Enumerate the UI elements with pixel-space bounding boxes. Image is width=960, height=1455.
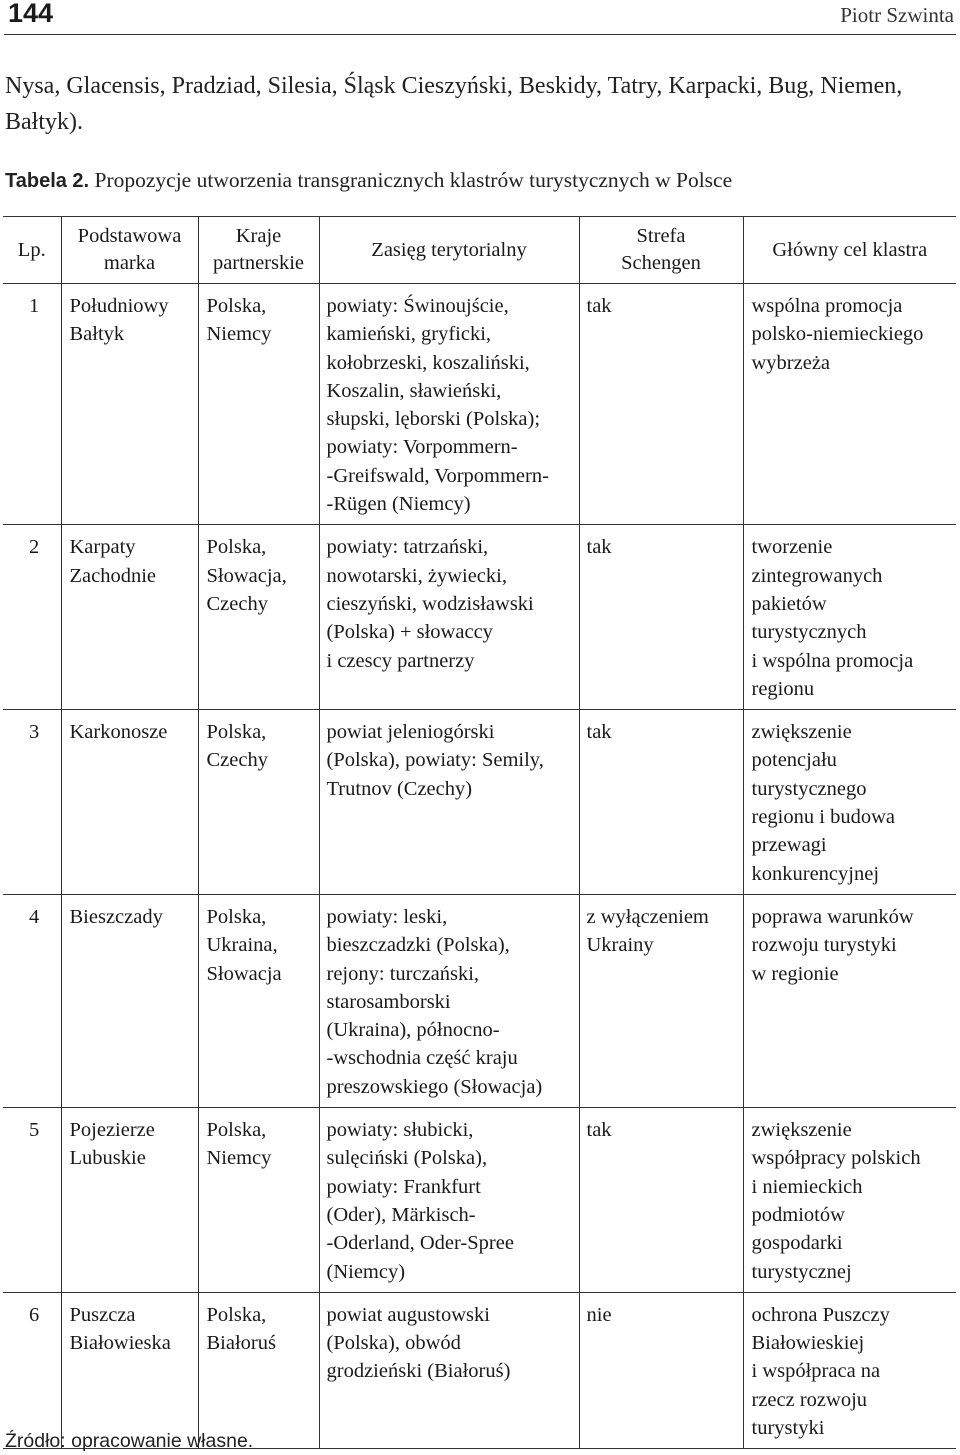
cluster-table (3, 216, 956, 1449)
table-row (3, 1292, 956, 1448)
cell-zasieg: powiaty: leski, bieszczadzki (Polska), rejony: turczański, starosamborski (Ukraina), północno- -wschodnia część kraju preszowskiego (Słowacja) (319, 894, 579, 1107)
cell-marka: Pojezierze Lubuskie (61, 1108, 198, 1293)
cell-marka: Bieszczady (61, 894, 198, 1107)
cell-lp: 6 (3, 1292, 61, 1448)
cell-marka: Południowy Bałtyk (61, 284, 198, 525)
page-number: 144 (8, 0, 54, 28)
cell-lp: 3 (3, 710, 61, 895)
cell-kraje: Polska, Niemcy (198, 1108, 319, 1293)
cell-cel: ochrona Puszczy Białowieskiej i współpraca na rzecz rozwoju turystyki (743, 1292, 956, 1448)
cell-kraje: Polska, Czechy (198, 710, 319, 895)
header-zasieg: Zasięg terytorialny (319, 217, 579, 284)
cell-zasieg: powiaty: Świnoujście, kamieński, gryficki, kołobrzeski, koszaliński, Koszalin, sławieński, słupski, lęborski (Polska); powiaty: Vorpommern- -Greifswald, Vorpommern- -Rügen (Niemcy) (319, 284, 579, 525)
cell-kraje: Polska, Niemcy (198, 284, 319, 525)
cell-zasieg: powiaty: tatrzański, nowotarski, żywiecki, cieszyński, wodzisławski (Polska) + słowaccy i czescy partnerzy (319, 525, 579, 710)
cell-strefa: z wyłączeniem Ukrainy (579, 894, 743, 1107)
cell-strefa: tak (579, 284, 743, 525)
cell-zasieg: powiat augustowski (Polska), obwód grodzieński (Białoruś) (319, 1292, 579, 1448)
cell-lp: 5 (3, 1108, 61, 1293)
intro-paragraph: Nysa, Glacensis, Pradziad, Silesia, Śląsk Cieszyński, Beskidy, Tatry, Karpacki, Bug, Niemen, Bałtyk). (5, 73, 903, 135)
cell-kraje: Polska, Ukraina, Słowacja (198, 894, 319, 1107)
page-header (4, 0, 956, 35)
cell-strefa: nie (579, 1292, 743, 1448)
cell-strefa: tak (579, 710, 743, 895)
source-note: Źródło: opracowanie własne. (5, 1430, 254, 1452)
cell-lp: 1 (3, 284, 61, 525)
header-lp: Lp. (3, 217, 61, 284)
header-strefa: Strefa Schengen (579, 217, 743, 284)
table-row (3, 1108, 956, 1293)
cell-marka: Puszcza Białowieska (61, 1292, 198, 1448)
table-row (3, 525, 956, 710)
cell-zasieg: powiat jeleniogórski (Polska), powiaty: Semily, Trutnov (Czechy) (319, 710, 579, 895)
table-caption-text: Propozycje utworzenia transgranicznych klastrów turystycznych w Polsce (94, 168, 733, 192)
header-cel: Główny cel klastra (743, 217, 956, 284)
cell-strefa: tak (579, 1108, 743, 1293)
table-caption (5, 168, 732, 193)
table-row (3, 894, 956, 1107)
cell-cel: tworzenie zintegrowanych pakietów turystycznych i wspólna promocja regionu (743, 525, 956, 710)
cell-lp: 4 (3, 894, 61, 1107)
table-header-row (3, 217, 956, 284)
cell-marka: Karpaty Zachodnie (61, 525, 198, 710)
cell-kraje: Polska, Słowacja, Czechy (198, 525, 319, 710)
header-kraje: Kraje partnerskie (198, 217, 319, 284)
table-caption-label: Tabela 2. (5, 170, 90, 192)
table-row (3, 284, 956, 525)
cell-cel: poprawa warunków rozwoju turystyki w regionie (743, 894, 956, 1107)
cell-cel: wspólna promocja polsko-niemieckiego wybrzeża (743, 284, 956, 525)
running-head-author: Piotr Szwinta (840, 3, 954, 27)
cell-marka: Karkonosze (61, 710, 198, 895)
cell-cel: zwiększenie współpracy polskich i niemieckich podmiotów gospodarki turystycznej (743, 1108, 956, 1293)
cell-zasieg: powiaty: słubicki, sulęciński (Polska), powiaty: Frankfurt (Oder), Märkisch- -Oderland, Oder-Spree (Niemcy) (319, 1108, 579, 1293)
cell-kraje: Polska, Białoruś (198, 1292, 319, 1448)
cell-strefa: tak (579, 525, 743, 710)
cell-cel: zwiększenie potencjału turystycznego regionu i budowa przewagi konkurencyjnej (743, 710, 956, 895)
header-marka: Podstawowa marka (61, 217, 198, 284)
cell-lp: 2 (3, 525, 61, 710)
table-row (3, 710, 956, 895)
